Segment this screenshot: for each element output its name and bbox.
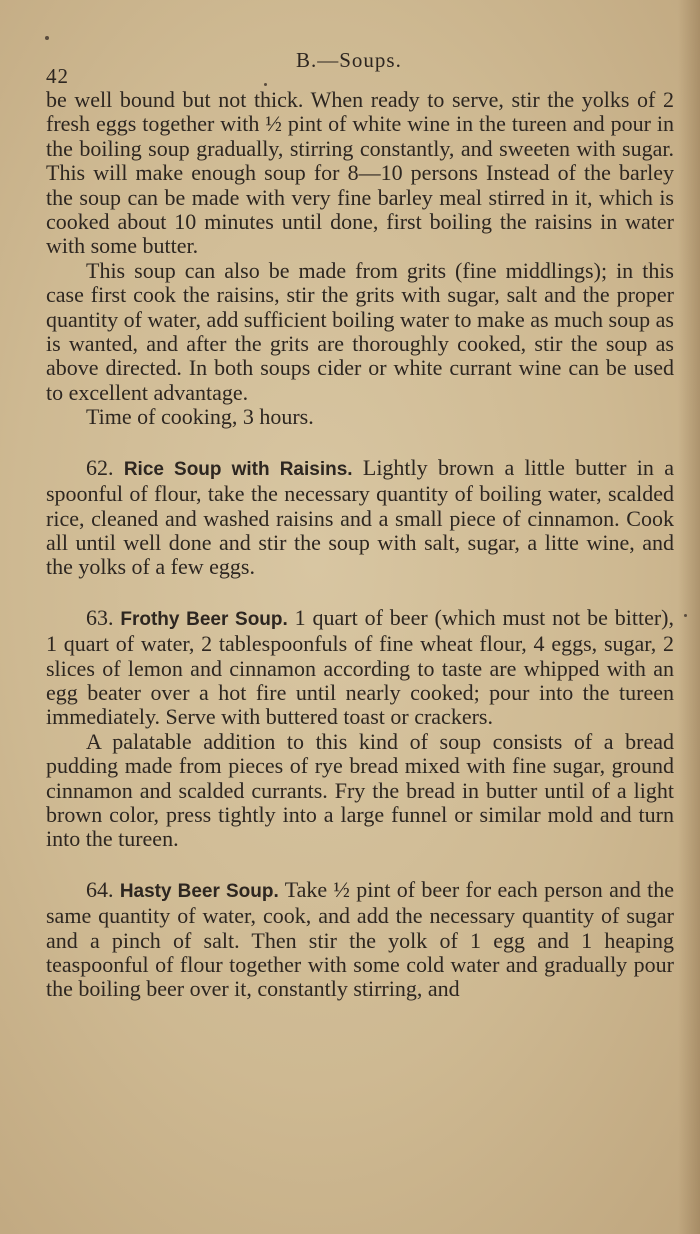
recipe-63-note: A palatable addition to this kind of soup consists of a bread pudding made from pieces of rye bread mixed with fine sugar, ground cinnamon and scalded currants. Fry the bread in butter until of a light brown color, press tightly into a large funnel or similar mold and turn into the tureen. bbox=[46, 728, 674, 852]
page-body bbox=[46, 88, 674, 1002]
ink-speck bbox=[684, 614, 687, 617]
recipe-text: 1 quart of beer (which must not be bitter), 1 quart of water, 2 tablespoonfuls of fine wheat flour, 4 eggs, sugar, 2 slices of lemon and cinnamon according to taste are whipped with an egg beater over a hot fire until nearly cooked; pour into the tureen immediately. Serve with buttered toast or crackers. bbox=[46, 604, 675, 730]
paragraph-cooking-time: Time of cooking, 3 hours. bbox=[86, 404, 314, 430]
recipe-64 bbox=[46, 878, 674, 1002]
recipe-63 bbox=[46, 606, 674, 730]
recipe-number: 64. bbox=[86, 876, 114, 902]
recipe-title: Rice Soup with Raisins. bbox=[123, 458, 353, 480]
running-head: B.—Soups. bbox=[296, 48, 402, 72]
page-number: 42 bbox=[46, 64, 69, 88]
paragraph-grits-variant: This soup can also be made from grits (fine middlings); in this case first cook the raisins, stir the grits with sugar, salt and the proper quantity of water, add sufficient boiling water to make as much soup as is wanted, and after the grits are thoroughly cooked, stir the soup as above directed. In both soups cider or white currant wine can be used to excellent advantage. bbox=[46, 257, 674, 405]
recipe-text: Lightly brown a little butter in a spoonful of flour, take the necessary quantity of boiling water, scalded rice, cleaned and washed raisins and a small piece of cinnamon. Cook all until well done and stir the soup with salt, sugar, a litte wine, and the yolks of a few eggs. bbox=[46, 454, 674, 580]
ink-speck bbox=[45, 36, 49, 40]
page-edge-shadow bbox=[678, 0, 700, 1234]
recipe-62 bbox=[46, 456, 674, 580]
paragraph-soup-continued: be well bound but not thick. When ready to serve, stir the yolks of 2 fresh eggs together with ½ pint of white wine in the tureen and pour in the boiling soup gradually, stirring constantly, and sweeten with sugar. This will make enough soup for 8—10 persons Instead of the barley the soup can be made with very fine barley meal stirred in it, which is cooked about 10 minutes until done, first boiling the raisins in water with some butter. bbox=[46, 87, 674, 259]
recipe-number: 62. bbox=[86, 454, 114, 480]
page-header bbox=[0, 44, 700, 88]
recipe-text: Take ½ pint of beer for each person and the same quantity of water, cook, and add the necessary quantity of sugar and a pinch of salt. Then stir the yolk of 1 egg and 1 heaping teaspoonful of flour together with some cold water and gradually pour the boiling beer over it, constantly stirring, and bbox=[46, 876, 675, 1002]
recipe-title: Frothy Beer Soup. bbox=[120, 608, 288, 630]
recipe-number: 63. bbox=[86, 604, 114, 630]
recipe-title: Hasty Beer Soup. bbox=[119, 880, 279, 902]
